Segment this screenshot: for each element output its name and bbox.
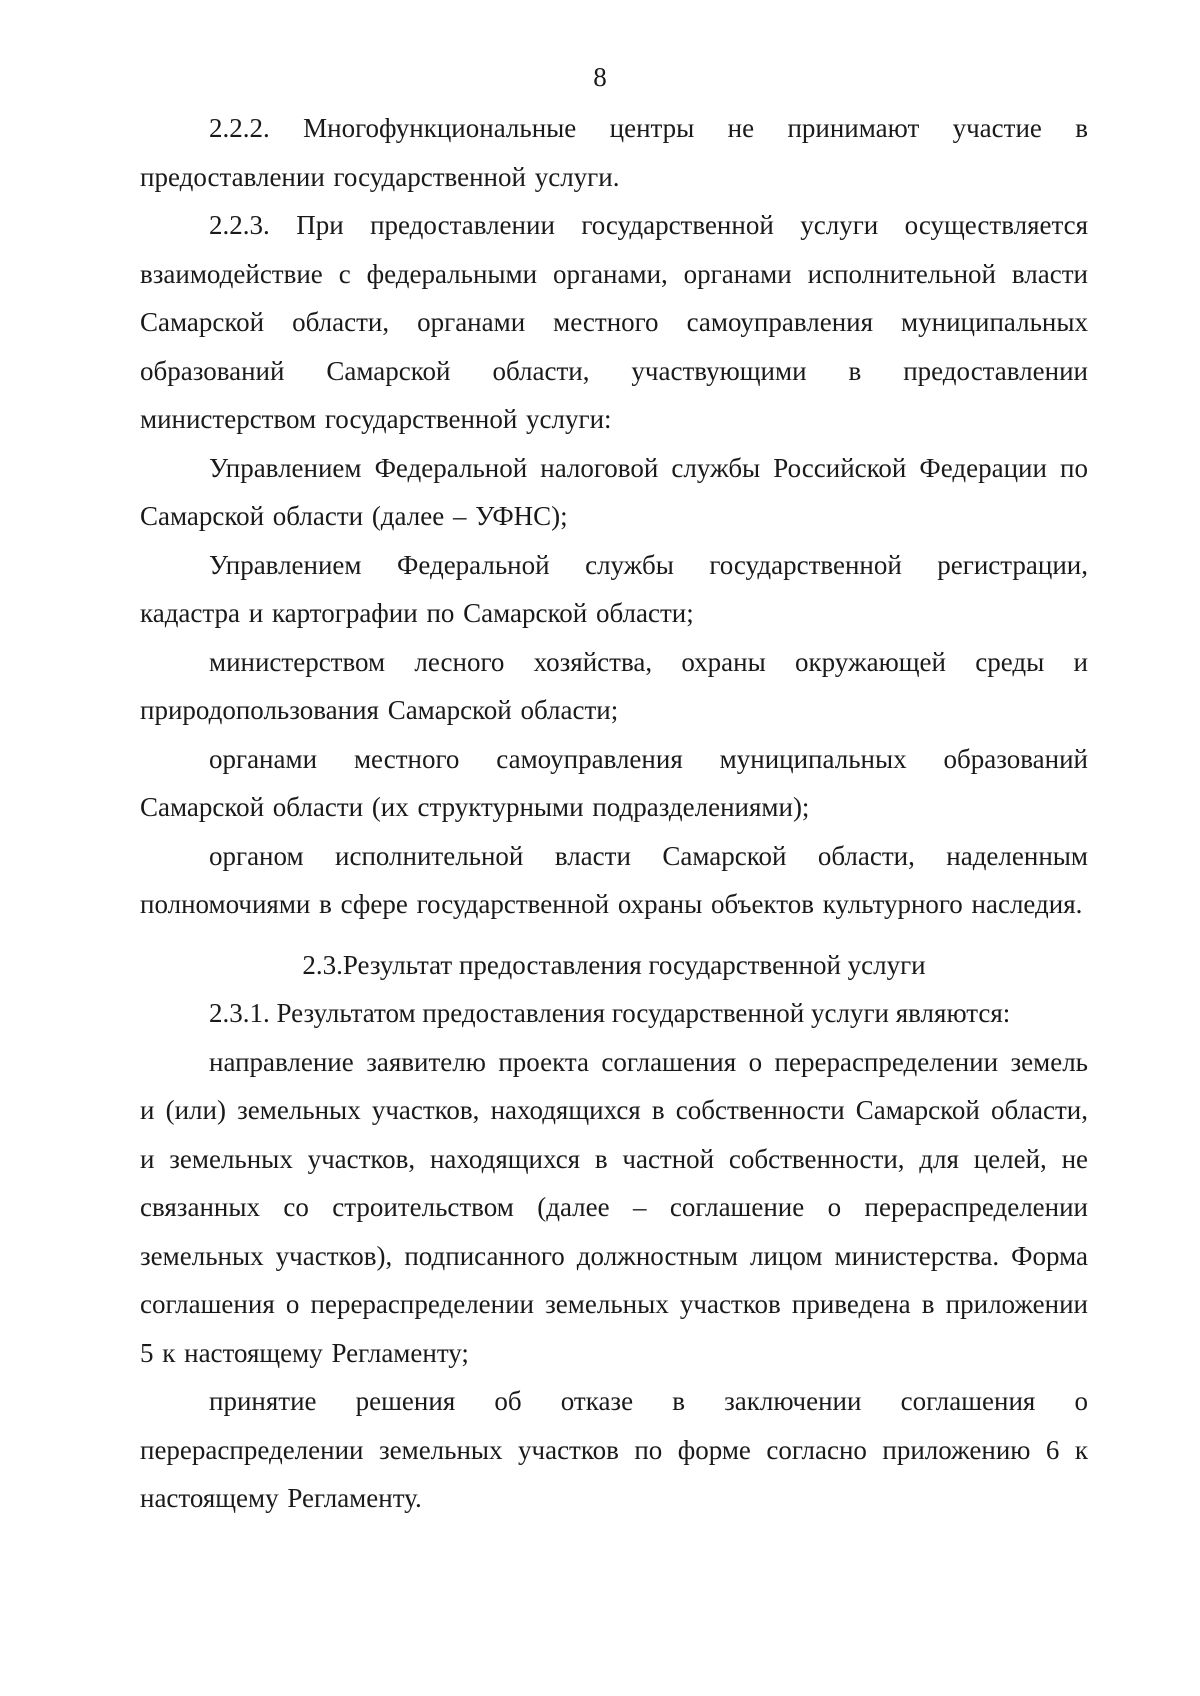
- list-item-ufns: Управлением Федеральной налоговой службы Российской Федерации по Самарской области (далее – УФНС);: [140, 452, 1088, 531]
- paragraph-2-2-2: 2.2.2. Многофункциональные центры не принимают участие в предоставлении государственной услуги.: [140, 113, 1088, 192]
- result-item-refusal-decision: принятие решения об отказе в заключении соглашения о перераспределении земельных участков по форме согласно приложению 6 к настоящему Регламенту.: [140, 1386, 1088, 1513]
- list-item-forestry-ministry: министерством лесного хозяйства, охраны окружающей среды и природопользования Самарской области;: [140, 646, 1088, 725]
- paragraph-2-3-1: 2.3.1. Результатом предоставления государственной услуги являются:: [209, 998, 1011, 1028]
- list-item-rosreestr: Управлением Федеральной службы государственной регистрации, кадастра и картографии по Самарской области;: [140, 549, 1088, 628]
- paragraph-2-2-3: 2.2.3. При предоставлении государственной услуги осуществляется взаимодействие с федеральными органами, органами исполнительной власти Самарской области, органами местного самоуправления муниципальных образований Самарской области, участвующими в предоставлении министерством государственной услуги:: [140, 210, 1088, 434]
- section-heading-2-3: 2.3.Результат предоставления государственной услуги: [302, 949, 926, 980]
- document-body: [140, 104, 1088, 1523]
- list-item-local-government: органами местного самоуправления муниципальных образований Самарской области (их структурными подразделениями);: [140, 743, 1088, 822]
- result-item-agreement-draft: направление заявителю проекта соглашения о перераспределении земель и (или) земельных участков, находящихся в собственности Самарской области, и земельных участков, находящихся в частной собственности, для целей, не связанных со строительством (далее – соглашение о перераспределении земельных участков), подписанного должностным лицом министерства. Форма соглашения о перераспределении земельных участков приведена в приложении 5 к настоящему Регламенту;: [140, 1046, 1088, 1368]
- list-item-cultural-heritage: органом исполнительной власти Самарской области, наделенным полномочиями в сфере государственной охраны объектов культурного наследия.: [140, 840, 1088, 919]
- page-number: 8: [593, 62, 607, 92]
